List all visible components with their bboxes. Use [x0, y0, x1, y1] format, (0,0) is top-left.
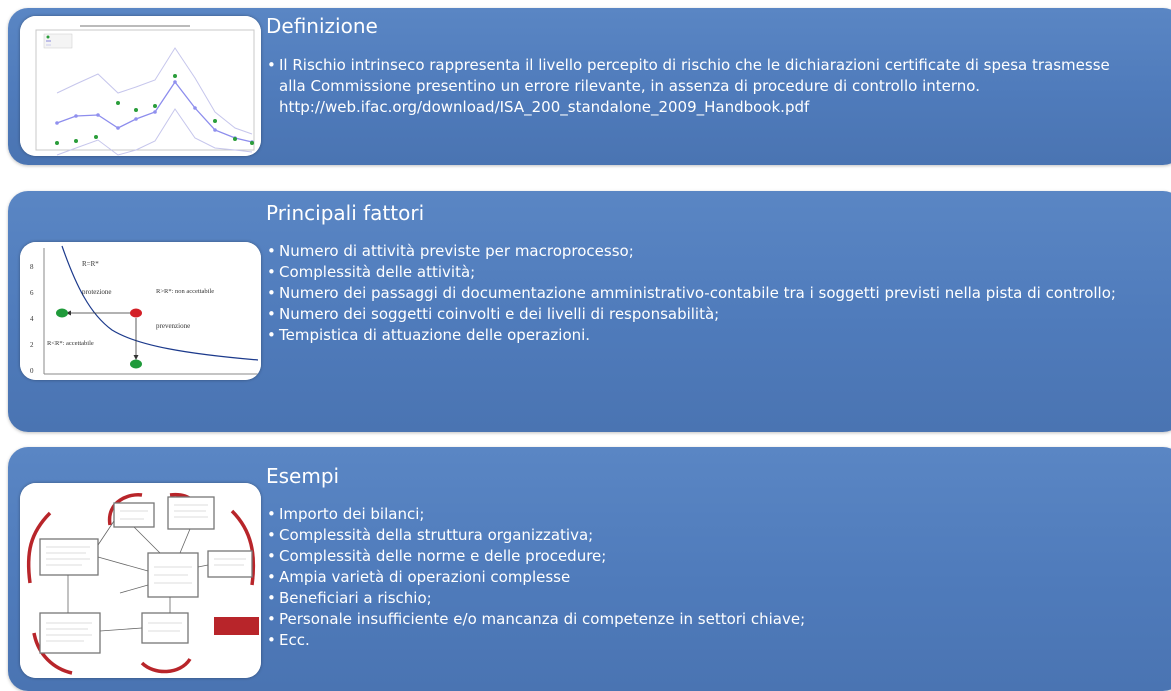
- list-item: • Il Rischio intrinseco rappresenta il livello percepito di rischio che le dichiarazioni certificate di spesa trasmesse alla Commissione presentino un errore rilevante, in assenza di procedure di controllo interno. http://web.ifac.org/download/ISA_200_standalone_2009_Handbook.pdf: [266, 55, 1126, 118]
- list-item: • Numero dei passaggi di documentazione amministrativo-contabile tra i soggetti previsti nella pista di controllo;: [266, 283, 1136, 304]
- prevention-label: prevenzione: [156, 322, 191, 330]
- y-tick-label: 2: [30, 341, 34, 349]
- y-tick-label: 0: [30, 367, 34, 375]
- risk-point-green: [56, 309, 68, 318]
- list-item: • Ecc.: [266, 630, 1136, 651]
- factors-title: Principali fattori: [266, 201, 425, 225]
- scatter-line-chart-image: [20, 16, 261, 156]
- list-item: • Numero di attività previste per macroprocesso;: [266, 241, 1136, 262]
- y-tick-label: 4: [30, 315, 34, 323]
- not-acceptable-label: R>R*: non accettabile: [156, 288, 215, 295]
- protection-label: protezione: [82, 288, 112, 296]
- list-item: • Personale insufficiente e/o mancanza di competenze in settori chiave;: [266, 609, 1136, 630]
- list-item: • Complessità della struttura organizzativa;: [266, 525, 1136, 546]
- flow-diagram-thumbnail: [20, 483, 261, 678]
- risk-curve-image: [20, 242, 261, 380]
- definition-list: [266, 55, 1126, 118]
- list-item: • Beneficiari a rischio;: [266, 588, 1136, 609]
- list-item: • Complessità delle norme e delle procedure;: [266, 546, 1136, 567]
- y-tick-label: 8: [30, 263, 34, 271]
- risk-point-green: [130, 360, 142, 369]
- examples-list: [266, 504, 1136, 651]
- acceptable-label: R<R*: accettabile: [47, 340, 94, 347]
- list-item: • Importo dei bilanci;: [266, 504, 1136, 525]
- list-item: • Tempistica di attuazione delle operazioni.: [266, 325, 1136, 346]
- process-flow-diagram-image: [20, 483, 261, 678]
- curve-label: R=R*: [82, 260, 99, 268]
- risk-curve-thumbnail: [20, 242, 261, 380]
- examples-title: Esempi: [266, 464, 340, 488]
- list-item: • Numero dei soggetti coinvolti e dei livelli di responsabilità;: [266, 304, 1136, 325]
- risk-point-red: [130, 309, 142, 318]
- factors-list: [266, 241, 1136, 346]
- y-tick-label: 6: [30, 289, 34, 297]
- list-item: • Ampia varietà di operazioni complesse: [266, 567, 1136, 588]
- definition-title: Definizione: [266, 14, 378, 38]
- list-item: • Complessità delle attività;: [266, 262, 1136, 283]
- definition-chart-thumbnail: [20, 16, 261, 156]
